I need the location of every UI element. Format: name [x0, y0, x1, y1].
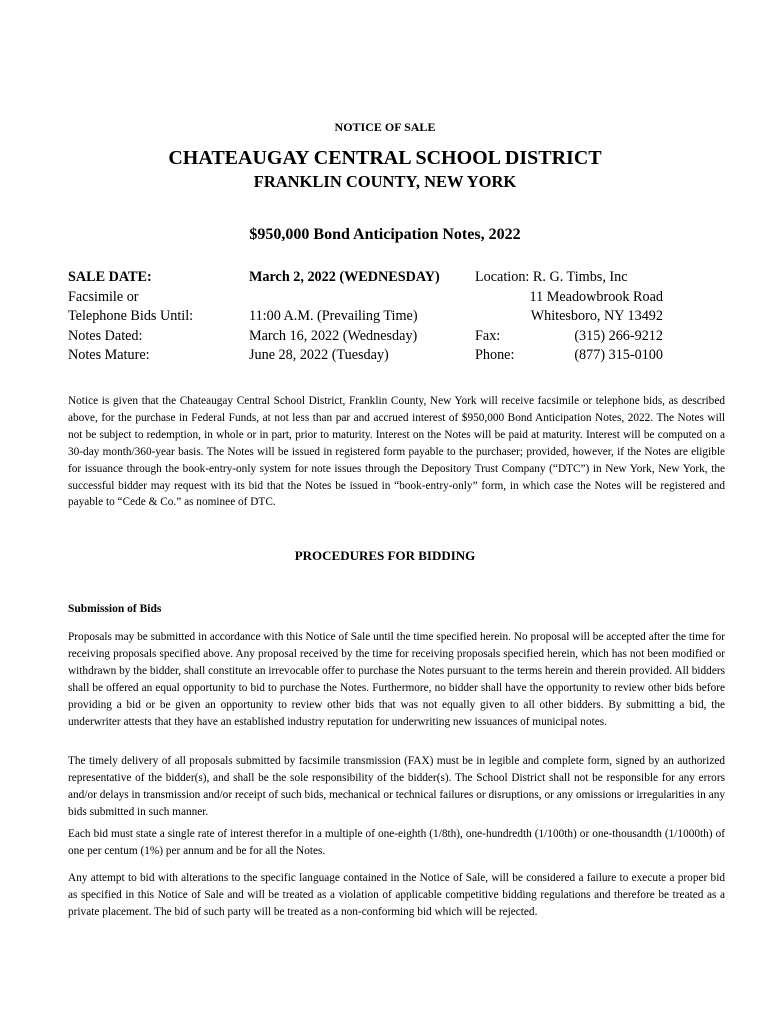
district-title: CHATEAUGAY CENTRAL SCHOOL DISTRICT — [168, 147, 602, 169]
rate-paragraph: Each bid must state a single rate of interest therefor in a multiple of one-eighth (1/8th), one-hundredth (1/100th) or one-thousandth (1/1000th) of one per centum (1%) per annum and be for all the Notes. — [68, 828, 725, 857]
procedures-heading: PROCEDURES FOR BIDDING — [294, 548, 476, 563]
notes-mature-value: June 28, 2022 (Tuesday) — [249, 347, 389, 363]
facsimile-label: Facsimile or — [68, 288, 139, 305]
bids-until-value: 11:00 A.M. (Prevailing Time) — [249, 308, 418, 324]
sale-date-value: March 2, 2022 (WEDNESDAY) — [249, 269, 440, 285]
notes-dated-value: March 16, 2022 (Wednesday) — [249, 327, 418, 344]
phone-label: Phone: — [475, 347, 515, 363]
sale-date-row — [68, 268, 663, 288]
proposals-paragraph: Proposals may be submitted in accordance with this Notice of Sale until the time specified herein. No proposal will be accepted after the time for receiving proposals specified above. Any proposal received by the time for receiving proposals specified herein, which has not been modified or withdrawn by the bidder, shall constitute an irrevocable offer to purchase the Notes pursuant to the terms herein and therein provided. All bidders shall be offered an equal opportunity to bid to purchase the Notes. Furthermore, no bidder shall have the opportunity to review other bids before providing a bid or be given an opportunity to review other bids that was not equally given to all other bidders. By submitting a bid, the underwriter attests that they have an established industry reputation for underwriting new issuances of municipal notes. — [68, 631, 725, 728]
issue-title: $950,000 Bond Anticipation Notes, 2022 — [249, 226, 521, 243]
fax-label: Fax: — [475, 327, 501, 344]
alterations-paragraph: Any attempt to bid with alterations to the specific language contained in the Notice of Sale, will be considered a failure to execute a proper bid as specified in this Notice of Sale and will be treated as a violation of applicable competitive bidding regulations and therefore be treated as a private placement. The bid of such party will be treated as a non-conforming bid which will be rejected. — [68, 872, 725, 918]
submission-heading: Submission of Bids — [68, 603, 162, 615]
bids-until-label: Telephone Bids Until: — [68, 308, 194, 324]
sale-date-label: SALE DATE: — [68, 269, 152, 285]
sale-info-table — [68, 268, 663, 366]
address-line2: Whitesboro, NY 13492 — [530, 308, 663, 324]
notes-mature-row — [68, 346, 663, 366]
fax-value: (315) 266-9212 — [574, 327, 663, 344]
facsimile-row — [68, 288, 663, 308]
notes-dated-row — [68, 327, 663, 347]
bids-until-row — [68, 307, 663, 327]
notice-label: NOTICE OF SALE — [334, 120, 436, 134]
notes-mature-label: Notes Mature: — [68, 347, 150, 363]
notice-paragraph: Notice is given that the Chateaugay Central School District, Franklin County, New York will receive facsimile or telephone bids, as described above, for the purchase in Federal Funds, at not less than par and accrued interest of $950,000 Bond Anticipation Notes, 2022. The Notes will not be subject to redemption, in whole or in part, prior to maturity. Interest on the Notes will be paid at maturity. Interest will be computed on a 30-day month/360-year basis. The Notes will be issued in registered form payable to the purchaser; provided, however, if the Notes are eligible for issuance through the book-entry-only system for note issues through the Depository Trust Company (“DTC”) in New York, New York, the successful bidder may request with its bid that the Notes be issued in “book-entry-only” form, in which case the Notes will be registered and payable to “Cede & Co.” as nominee of DTC. — [68, 395, 725, 509]
phone-value: (877) 315-0100 — [574, 347, 663, 363]
notes-dated-label: Notes Dated: — [68, 327, 143, 344]
delivery-paragraph: The timely delivery of all proposals submitted by facsimile transmission (FAX) must be in legible and complete form, signed by an authorized representative of the bidder(s), and shall be the sole responsibility of the bidder(s). The School District shall not be responsible for any errors and/or delays in transmission and/or receipt of such bids, mechanical or technical failures or disruptions, or any omissions or irregularities in any bids submitted in such manner. — [68, 755, 725, 818]
location-text: Location: R. G. Timbs, Inc — [475, 269, 628, 285]
county-subtitle: FRANKLIN COUNTY, NEW YORK — [253, 172, 517, 191]
address-line1: 11 Meadowbrook Road — [529, 288, 663, 305]
